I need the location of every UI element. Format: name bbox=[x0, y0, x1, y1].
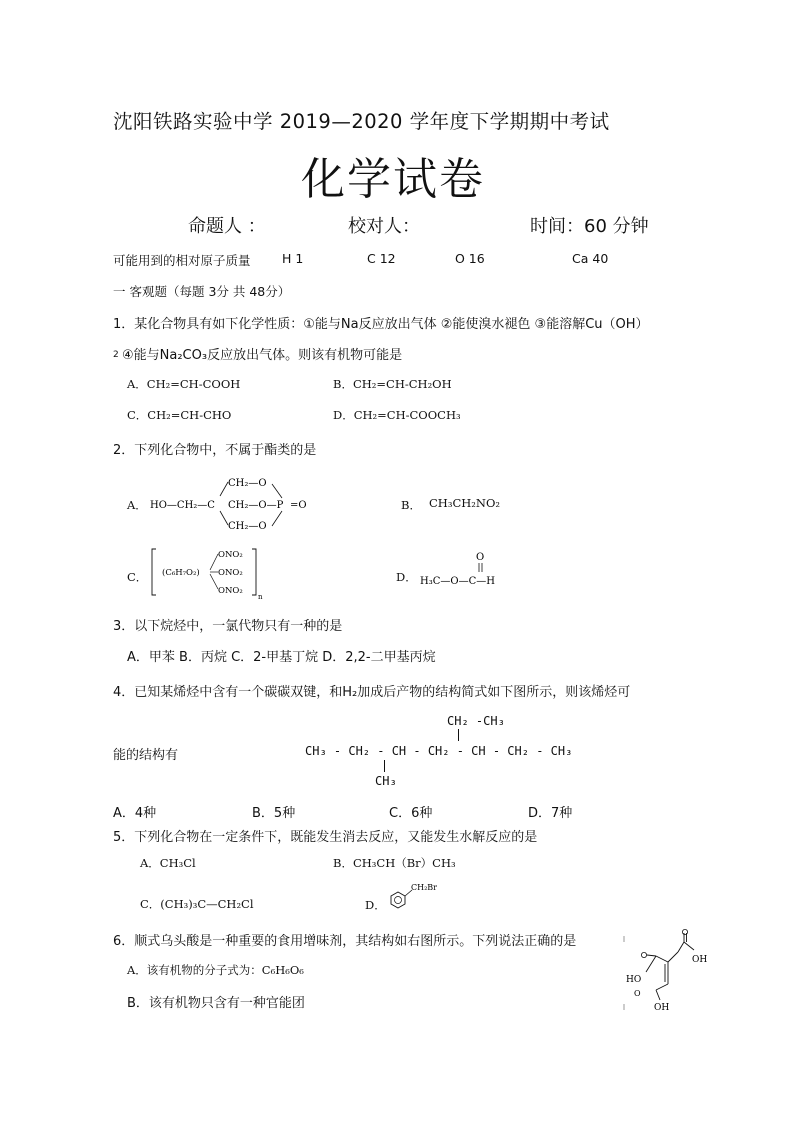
structure-c-bond-top bbox=[210, 554, 218, 570]
school-exam-heading: 沈阳铁路实验中学 2019—2020 学年度下学期期中考试 bbox=[113, 110, 610, 133]
structure-a-ch2-top: CH₂—O bbox=[228, 478, 267, 489]
aconitic-ho: HO bbox=[626, 975, 642, 985]
structure-a-bond-p-top bbox=[272, 484, 282, 498]
question-2-stem: 2．下列化合物中，不属于酯类的是 bbox=[113, 443, 317, 458]
aconitic-upper-o-icon bbox=[682, 929, 687, 934]
structure-c-n: n bbox=[258, 593, 263, 601]
structure-d-chain: H₃C—O—C—H bbox=[420, 576, 495, 587]
question-4-stem: 4．已知某烯烃中含有一个碳碳双键，和H₂加成后产物的结构简式如下图所示，则该烯烃可 bbox=[113, 685, 631, 700]
atomic-mass-label: 可能用到的相对原子质量 bbox=[113, 253, 251, 268]
structure-benzyl-bromide bbox=[386, 880, 446, 914]
question-3-options: A．甲苯 B．丙烷 C．2-甲基丁烷 D．2,2-二甲基丙烷 bbox=[127, 650, 436, 665]
structure-c-ono2-top: ONO₂ bbox=[218, 550, 243, 560]
question-5-option-b: B．CH₃CH（Br）CH₃ bbox=[333, 856, 456, 870]
question-6-stem: 6．顺式乌头酸是一种重要的食用增味剂，其结构如右图所示。下列说法正确的是 bbox=[113, 934, 577, 949]
structure-a-ho-chain: HO—CH₂—C bbox=[150, 500, 215, 511]
structure-c-left-bracket bbox=[152, 549, 156, 595]
mass-c: C 12 bbox=[367, 251, 396, 266]
structure-c-ono2-mid: ONO₂ bbox=[218, 568, 243, 578]
structure-a-ch2-mid: CH₂—O—P bbox=[228, 500, 284, 511]
aromatic-circle-icon bbox=[395, 897, 402, 904]
question-2-option-c-label: C． bbox=[127, 570, 148, 584]
aconitic-bond-left-carbonyl bbox=[647, 955, 656, 956]
structure-a-bond-top bbox=[220, 482, 228, 496]
aconitic-upper-oh: OH bbox=[692, 955, 708, 965]
structure-c-core: (C₆H₇O₂) bbox=[162, 568, 200, 578]
question-4-bond-up bbox=[458, 729, 459, 741]
mass-h: H 1 bbox=[282, 251, 304, 266]
aconitic-left-o-icon bbox=[641, 952, 646, 957]
benzene-ring-icon bbox=[391, 892, 405, 908]
question-1-option-c: C．CH₂=CH-CHO bbox=[127, 408, 232, 422]
structure-c-nitrocellulose bbox=[150, 545, 270, 601]
structure-c-bond-bottom bbox=[210, 574, 218, 589]
structure-d-carbonyl-o: O bbox=[476, 552, 485, 563]
structure-d-methyl-formate bbox=[420, 548, 520, 588]
checker-label: 校对人： bbox=[348, 216, 420, 237]
benzyl-bromide-group: CH₂Br bbox=[411, 883, 438, 892]
question-4-option-b: B．5种 bbox=[252, 806, 296, 821]
aconitic-bond-left-oh bbox=[646, 956, 656, 972]
structure-cis-aconitic-acid bbox=[620, 928, 720, 1014]
question-1-subscript: 2 bbox=[113, 350, 119, 360]
structure-a-bond-bottom bbox=[220, 511, 228, 525]
question-5-option-c: C．(CH₃)₃C—CH₂Cl bbox=[140, 897, 254, 911]
question-4-option-d: D．7种 bbox=[528, 806, 573, 821]
structure-a-bond-p-bottom bbox=[272, 511, 282, 526]
time-label: 时间：60 分钟 bbox=[530, 216, 649, 237]
question-1-option-d: D．CH₂=CH-COOCH₃ bbox=[333, 408, 461, 422]
aconitic-bond-upper-c bbox=[678, 942, 684, 952]
aconitic-bond-lower-oh bbox=[656, 990, 660, 1000]
question-4-main-chain: CH₃ - CH₂ - CH - CH₂ - CH - CH₂ - CH₃ bbox=[305, 744, 573, 758]
aconitic-bond-ch2 bbox=[668, 952, 678, 962]
structure-a-double-bond-o: =O bbox=[290, 500, 307, 511]
mass-ca: Ca 40 bbox=[572, 251, 609, 266]
question-6-option-a: A．该有机物的分子式为：C₆H₆O₆ bbox=[127, 963, 304, 977]
question-4-stem-continued: 能的结构有 bbox=[113, 748, 179, 763]
aconitic-lower-o: O bbox=[634, 989, 641, 998]
question-4-branch-bottom: CH₃ bbox=[375, 774, 397, 788]
question-4-option-a: A．4种 bbox=[113, 806, 157, 821]
structure-b-nitroethane: CH₃CH₂NO₂ bbox=[429, 496, 500, 510]
page-title: 化学试卷 bbox=[301, 154, 485, 205]
structure-a-ch2-bottom: CH₂—O bbox=[228, 521, 267, 532]
structure-c-right-bracket bbox=[252, 549, 256, 595]
question-1-option-a: A．CH₂=CH-COOH bbox=[127, 377, 241, 391]
question-4-option-c: C．6种 bbox=[389, 806, 433, 821]
question-5-option-d: D． bbox=[365, 898, 386, 912]
question-2-option-b-label: B． bbox=[401, 498, 421, 512]
question-2-option-a-label: A． bbox=[127, 498, 147, 512]
section-title: 一 客观题（每题 3分 共 48分） bbox=[113, 284, 291, 299]
aconitic-bond-oh-upper bbox=[684, 942, 694, 950]
structure-a-phosphate-ester bbox=[148, 474, 328, 534]
question-3-stem: 3．以下烷烃中，一氯代物只有一种的是 bbox=[113, 619, 343, 634]
aconitic-lower-oh: OH bbox=[654, 1003, 670, 1013]
question-1-option-b: B．CH₂=CH-CH₂OH bbox=[333, 377, 452, 391]
mass-o: O 16 bbox=[455, 251, 485, 266]
question-5-option-a: A．CH₃Cl bbox=[140, 856, 196, 870]
question-2-option-d-label: D． bbox=[396, 570, 417, 584]
question-1-stem-continued: ④能与Na₂CO₃反应放出气体。则该有机物可能是 bbox=[122, 348, 403, 363]
question-4-branch-top: CH₂ -CH₃ bbox=[447, 714, 505, 728]
question-4-bond-down bbox=[384, 760, 385, 772]
structure-c-ono2-bottom: ONO₂ bbox=[218, 586, 243, 596]
question-6-option-b: B．该有机物只含有一种官能团 bbox=[127, 996, 305, 1011]
aconitic-bond-lower-c bbox=[656, 984, 668, 990]
question-5-stem: 5．下列化合物在一定条件下，既能发生消去反应，又能发生水解反应的是 bbox=[113, 830, 538, 845]
aconitic-bond-left-c bbox=[656, 956, 668, 962]
author-label: 命题人 ： bbox=[188, 216, 266, 237]
question-1-stem: 1．某化合物具有如下化学性质：①能与Na反应放出气体 ②能使溴水褪色 ③能溶解Cu（OH） bbox=[113, 317, 649, 332]
